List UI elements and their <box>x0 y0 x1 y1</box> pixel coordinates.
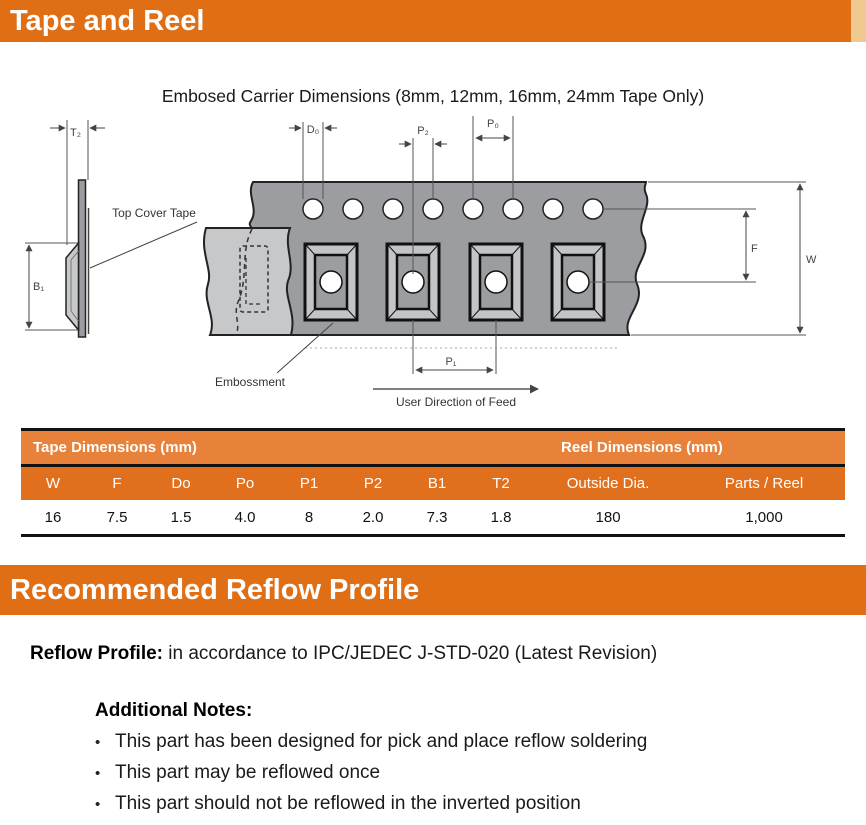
dim-label-b1: B₁ <box>33 281 45 293</box>
carrier-tape-diagram <box>0 112 866 424</box>
dim-label-p2: P₂ <box>417 125 429 137</box>
tape-cross-section-view <box>25 120 197 337</box>
dim-label-f: F <box>751 243 758 255</box>
bullet-icon: • <box>95 765 101 782</box>
note-text: This part should not be reflowed in the inverted position <box>115 793 581 814</box>
value-t2: 1.8 <box>469 500 533 536</box>
table-group-header-row <box>21 430 845 466</box>
value-f: 7.5 <box>85 500 149 536</box>
col-header-po: Po <box>213 466 277 501</box>
col-header-b1: B1 <box>405 466 469 501</box>
additional-notes-list <box>95 731 647 824</box>
dim-label-p0: P₀ <box>487 118 499 130</box>
dim-label-p1: P₁ <box>445 356 457 368</box>
dim-label-d0: D₀ <box>306 124 320 136</box>
dim-label-t2: T₂ <box>70 127 81 139</box>
value-do: 1.5 <box>149 500 213 536</box>
cover-tape-overlay <box>204 228 293 335</box>
reflow-profile-label: Reflow Profile: <box>30 643 164 664</box>
value-po: 4.0 <box>213 500 277 536</box>
value-outside-dia: 180 <box>533 500 683 536</box>
value-parts-reel: 1,000 <box>683 500 845 536</box>
col-header-parts-reel: Parts / Reel <box>683 466 845 501</box>
note-text: This part has been designed for pick and place reflow soldering <box>115 731 648 752</box>
reflow-profile-line <box>30 643 657 665</box>
diagram-title: Embosed Carrier Dimensions (8mm, 12mm, 16mm, 24mm Tape Only) <box>161 86 705 106</box>
tape-reel-dimensions-table <box>21 428 845 537</box>
band-right-edge-decoration <box>851 0 866 42</box>
table-column-header-row <box>21 466 845 501</box>
feed-direction-label: User Direction of Feed <box>395 395 517 409</box>
value-p1: 8 <box>277 500 341 536</box>
value-w: 16 <box>21 500 85 536</box>
section-title: Tape and Reel <box>10 4 205 37</box>
additional-notes-heading: Additional Notes: <box>95 700 253 721</box>
top-cover-tape-label: Top Cover Tape <box>112 206 196 220</box>
reflow-profile-text: in accordance to IPC/JEDEC J-STD-020 (Latest Revision) <box>163 643 658 664</box>
group-header-tape-dimensions: Tape Dimensions (mm) <box>21 430 533 466</box>
col-header-f: F <box>85 466 149 501</box>
col-header-p1: P1 <box>277 466 341 501</box>
dim-label-w: W <box>806 254 817 266</box>
value-b1: 7.3 <box>405 500 469 536</box>
bullet-icon: • <box>95 796 101 813</box>
value-p2: 2.0 <box>341 500 405 536</box>
note-text: This part may be reflowed once <box>115 762 381 783</box>
list-item <box>95 731 647 762</box>
list-item <box>95 762 647 793</box>
list-item <box>95 793 647 824</box>
bullet-icon: • <box>95 734 101 751</box>
embossment-label: Embossment <box>214 375 286 389</box>
col-header-p2: P2 <box>341 466 405 501</box>
col-header-t2: T2 <box>469 466 533 501</box>
section-title: Recommended Reflow Profile <box>10 573 420 606</box>
col-header-w: W <box>21 466 85 501</box>
carrier-tape-top-view <box>204 116 817 409</box>
section-header-reflow-profile <box>0 565 866 615</box>
col-header-do: Do <box>149 466 213 501</box>
group-header-reel-dimensions: Reel Dimensions (mm) <box>533 430 845 466</box>
table-value-row <box>21 500 845 536</box>
col-header-outside-dia: Outside Dia. <box>533 466 683 501</box>
section-header-tape-and-reel <box>0 0 851 42</box>
